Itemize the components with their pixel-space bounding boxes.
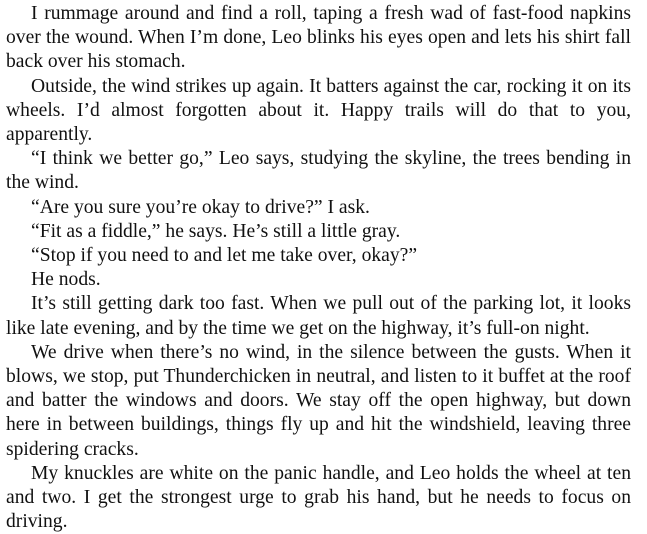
- paragraph-4: “Are you sure you’re okay to drive?” I ask.: [31, 196, 370, 218]
- paragraph-5: “Fit as a fiddle,” he says. He’s still a little gray.: [31, 220, 401, 242]
- book-page: [6, 2, 631, 534]
- paragraph-2: Outside, the wind strikes up again. It batters against the car, rocking it on its wheels. I’d almost forgotten about it. Happy trails will do that to you, apparently.: [6, 75, 631, 146]
- paragraph-6: “Stop if you need to and let me take over, okay?”: [31, 245, 418, 267]
- paragraph-8: It’s still getting dark too fast. When we pull out of the parking lot, it looks like late evening, and by the time we get on the highway, it’s full-on night.: [6, 293, 631, 339]
- paragraph-7: He nods.: [31, 269, 101, 291]
- paragraph-1: I rummage around and find a roll, taping a fresh wad of fast-food napkins over the wound. When I’m done, Leo blinks his eyes open and lets his shirt fall back over his stomach.: [6, 3, 631, 73]
- paragraph-9: We drive when there’s no wind, in the silence between the gusts. When it blows, we stop, put Thunderchicken in neutral, and listen to it buffet at the roof and batter the windows and doors. We stay off the open highway, but down here in between buildings, things fly up and hit the windshield, leaving three spidering cracks.: [6, 341, 631, 460]
- paragraph-10: My knuckles are white on the panic handle, and Leo holds the wheel at ten and two. I get the strongest urge to grab his hand, but he needs to focus on driving.: [6, 462, 631, 533]
- paragraph-3: “I think we better go,” Leo says, studying the skyline, the trees bending in the wind.: [6, 148, 631, 194]
